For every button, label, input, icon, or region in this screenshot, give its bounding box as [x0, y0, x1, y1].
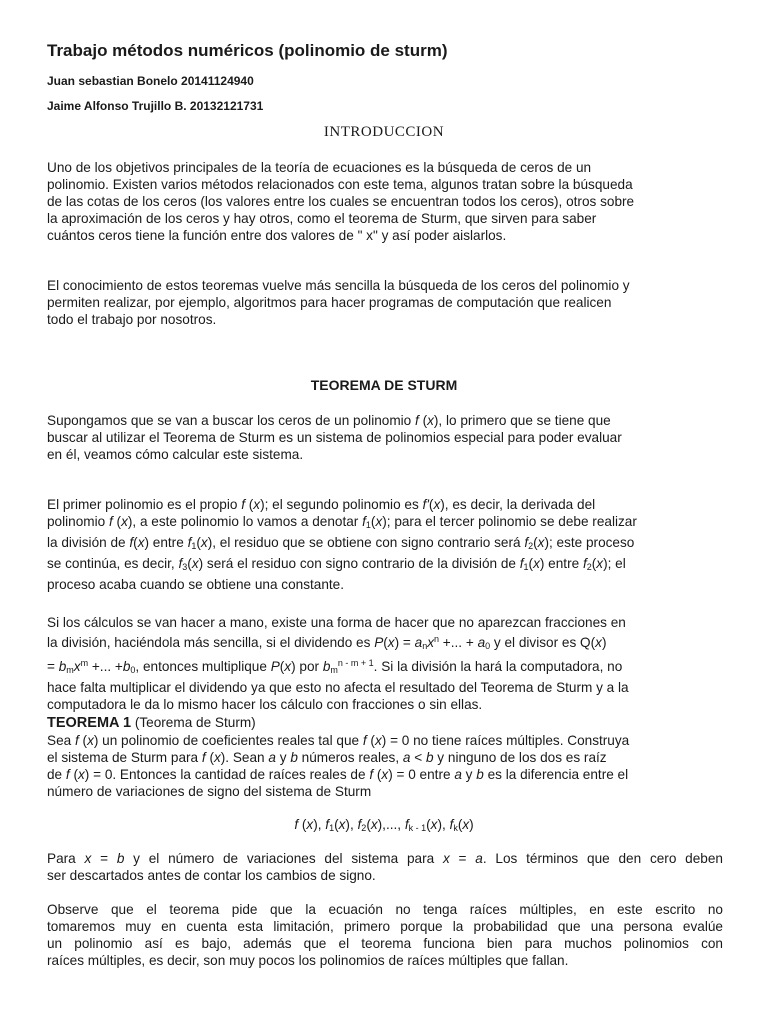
- sturm-paragraph-1: Supongamos que se van a buscar los ceros de un polinomio f (x), lo primero que se tiene que buscar al utilizar el Teorema de Sturm es un sistema de polinomios especial para poder evaluar en él, veamos cómo calcular este sistema.: [47, 413, 622, 462]
- sturm-paragraph-3: Si los cálculos se van hacer a mano, existe una forma de hacer que no aparezcan fracciones en la división, haciéndola más sencilla, si el dividendo es $P(x) = a_nx^n$ +... + $a_0$ y el divisor es Q(x) = $b_mx^m$ +... $+b_0$, entonces multiplique P(x) por $b_m^{n - m + 1}$. Si la división la hará la computadora, no hace falta multiplicar el dividendo ya que esto no afecta el resultado del Teorema de Sturm y a la computadora le da lo mismo hacer los cálculo con fracciones o sin ellas.: [47, 615, 629, 712]
- theorem-1-block: TEOREMA 1 (Teorema de Sturm) Sea f (x) un polinomio de coeficientes reales tal que f (x) = 0 no tiene raíces múltiples. Construya el sistema de Sturm para f (x). Sean a y b números reales, a < b y ninguno de los dos es raíz de f (x) = 0. Entonces la cantidad de raíces reales de f (x) = 0 entre a y b es la diferencia entre el número de variaciones de signo del sistema de Sturm: [47, 715, 630, 799]
- sturm-sequence-formula: f (x), $f_1(x)$, $f_2(x)$,..., $f_{k - 1}(x)$, $f_k(x)$: [294, 817, 474, 833]
- intro-paragraph-2: El conocimiento de estos teoremas vuelve más sencilla la búsqueda de los ceros del polinomio y permiten realizar, por ejemplo, algoritmos para hacer programas de computación que realicen todo el trabajo por nosotros.: [47, 278, 630, 327]
- observation-paragraph: Observe que el teorema pide que la ecuación no tenga raíces múltiples, en este escrito no tomaremos muy en cuenta esta limitación, primero porque la probabilidad que una persona evalúe un polinomio así es bajo, además que el teorema funciona bien para muchos polinomios con raíces múltiples, es decir, son muy pocos los polinomios de raíces múltiples que fallan.: [47, 902, 723, 968]
- document-title: Trabajo métodos numéricos (polinomio de sturm): [47, 41, 448, 60]
- sturm-paragraph-2: El primer polinomio es el propio f (x); el segundo polinomio es f'(x), es decir, la derivada del polinomio f (x), a este polinomio lo vamos a denotar $f_1(x)$; para el tercer polinomio se debe realizar la división de f(x) entre $f_1(x)$, el residuo que se obtiene con signo contrario será $f_2(x)$; este proceso se continúa, es decir, $f_3(x)$ será el residuo con signo contrario de la división de $f_1(x)$ entre $f_2(x)$; el proceso acaba cuando se obtiene una constante.: [47, 497, 637, 592]
- introduction-heading: INTRODUCCION: [323, 124, 445, 140]
- theorem-1-label: TEOREMA 1: [47, 715, 132, 731]
- theorem-variations-paragraph: Para x = b y el número de variaciones del sistema para x = a. Los términos que den cero deben ser descartados antes de contar los cambios de signo.: [47, 851, 723, 883]
- author-line-1: Juan sebastian Bonelo 20141124940: [47, 74, 254, 88]
- intro-paragraph-1: Uno de los objetivos principales de la teoría de ecuaciones es la búsqueda de ceros de un polinomio. Existen varios métodos relacionados con este tema, algunos tratan sobre la búsqueda de las cotas de los ceros (los valores entre los cuales se encuentran todos los ceros), otros sobre la aproximación de los ceros y hay otros, como el teorema de Sturm, que sirven para saber cuántos ceros tiene la función entre dos valores de " x" y así poder aislarlos.: [47, 160, 635, 243]
- author-line-2: Jaime Alfonso Trujillo B. 20132121731: [47, 99, 264, 113]
- sturm-theorem-heading: TEOREMA DE STURM: [310, 377, 458, 393]
